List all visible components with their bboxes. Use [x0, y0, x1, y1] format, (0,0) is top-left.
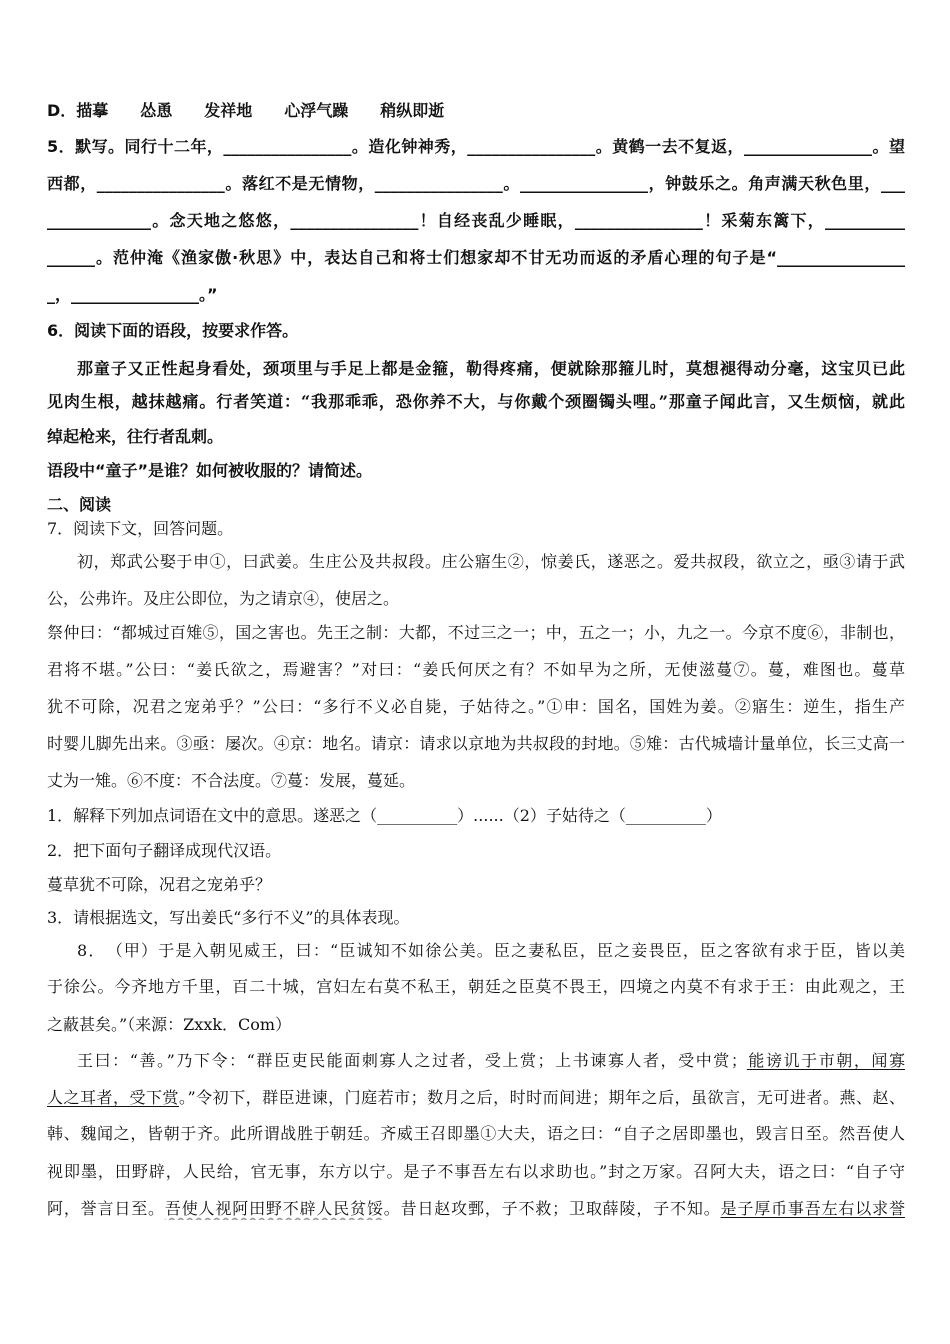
wavy-underlined-text: 吾使人视阿田野不辟人民贫馁 — [164, 1199, 384, 1218]
q6-passage-line: 见肉生根，越抹越痛。行者笑道：“我那乖乖，恐你养不大，与你戴个颈圈镯头哩。”那童子闻此言，又生烦恼，就此 — [47, 392, 905, 411]
q8-line: 之蔽甚矣。”（来源：Zxxk．Com） — [47, 1015, 292, 1034]
q8-line: 8． （甲）于是入朝见威王，曰：“臣诚知不如徐公美。臣之妻私臣，臣之妾畏臣，臣之客欲有求于臣，皆以美 — [77, 941, 905, 960]
q7-passage-line: 丈为一雉。⑥不度：不合法度。⑦蔓：发展，蔓延。 — [47, 771, 416, 790]
q7-sub3: 3．请根据选文，写出姜氏“多行不义”的具体表现。 — [47, 908, 410, 927]
q8-p2-line — [77, 1050, 905, 1072]
q6-passage-line: 绰起枪来，往行者乱刺。 — [47, 427, 224, 446]
q7-passage-line: 公，公弗许。及庄公即位，为之请京④，使居之。 — [47, 589, 400, 608]
q7-sub2: 2．把下面句子翻译成现代汉语。 — [47, 841, 282, 860]
q8-p2-line: 视即墨，田野辟，人民给，官无事，东方以宁。是子不事吾左右以求助也。”封之万家。召阿大夫，语之曰：“自子守 — [47, 1162, 905, 1181]
q5-line: _____________。念天地之悠悠，________________！自经丧乱少睡眠，________________！采菊东篱下，__________ — [47, 211, 905, 230]
q6-question: 语段中“童子”是谁？如何被收服的？请简述。 — [47, 461, 373, 480]
q6-passage-line: 那童子又正性起身看处，颈项里与手足上都是金箍，勒得疼痛，便就除那箍儿时，莫想褪得动分毫，这宝贝已此 — [77, 359, 905, 378]
q7-passage-line: 祭仲曰：“都城过百雉⑤，国之害也。先王之制：大都，不过三之一；中，五之一；小，九之一。今京不度⑥，非制也， — [47, 623, 905, 642]
q7-passage-line: 犹不可除，况君之宠弟乎？”公曰：“多行不义必自毙，子姑待之。”①申：国名，国姓为姜。②寤生：逆生，指生产 — [47, 697, 905, 716]
q8-line: 于徐公。今齐地方千里，百二十城，宫妇左右莫不私王，朝廷之臣莫不畏王，四境之内莫不有求于王：由此观之，王 — [47, 977, 905, 996]
q7-sub2-sentence: 蔓草犹不可除，况君之宠弟乎？ — [47, 875, 272, 894]
q5-line: 西都，________________。落红不是无情物，________________。________________，钟鼓乐之。角声满天秋色里，___ — [47, 174, 905, 193]
section-heading: 二、阅读 — [47, 495, 112, 514]
text: 。昔日赵攻鄄，子不救；卫取薛陵，子不知。 — [383, 1199, 721, 1218]
q8-p2-line — [47, 1198, 905, 1220]
option-d: D．描摹 怂恿 发祥地 心浮气躁 稍纵即逝 — [47, 101, 445, 120]
text: 王曰：“善。”乃下令：“群臣吏民能面刺寡人之过者，受上赏；上书谏寡人者，受中赏； — [77, 1051, 747, 1070]
q5-line: 5．默写。同行十二年，________________。造化钟神秀，________________。黄鹤一去不复返，________________。望 — [47, 137, 905, 156]
underlined-text: 能谤讥于市朝，闻寡 — [746, 1051, 905, 1070]
q7-passage-line: 君将不堪。”公曰：“姜氏欲之，焉避害？”对曰：“姜氏何厌之有？不如早为之所，无使滋蔓⑦。蔓，难图也。蔓草 — [47, 660, 905, 679]
underlined-text: 是子厚币事吾左右以求誉 — [720, 1199, 905, 1218]
q7-passage-line: 初，郑武公娶于申①，曰武姜。生庄公及共叔段。庄公寤生②，惊姜氏，遂恶之。爱共叔段，欲立之，亟③请于武 — [77, 552, 905, 571]
q7-sub1: 1．解释下列加点词语在文中的意思。遂恶之（__________）......（2）子姑待之（__________） — [47, 806, 722, 825]
q7-title: 7．阅读下文，回答问题。 — [47, 519, 234, 538]
q5-line: _，________________。” — [47, 285, 218, 304]
q7-passage-line: 时婴儿脚先出来。③亟：屡次。④京：地名。请京：请求以京地为共叔段的封地。⑤雉：古代城墙计量单位，长三丈高一 — [47, 734, 905, 753]
q6-title: 6．阅读下面的语段，按要求作答。 — [47, 321, 299, 340]
text: 。”令初下，群臣进谏，门庭若市；数月之后，时时而间进；期年之后，虽欲言，无可进者。燕、赵、 — [178, 1088, 905, 1107]
underlined-text: 人之耳者，受下赏 — [47, 1088, 179, 1107]
q8-p2-line — [47, 1087, 905, 1109]
q5-line: ______。范仲淹《渔家傲·秋思》中，表达自己和将士们想家却不甘无功而返的矛盾心理的句子是“________________ — [47, 248, 905, 267]
q8-p2-line: 韩、魏闻之，皆朝于齐。此所谓战胜于朝廷。齐威王召即墨①大夫，语之曰：“自子之居即墨也，毁言日至。然吾使人 — [47, 1124, 905, 1143]
text: 阿，誉言日至。 — [47, 1199, 165, 1218]
